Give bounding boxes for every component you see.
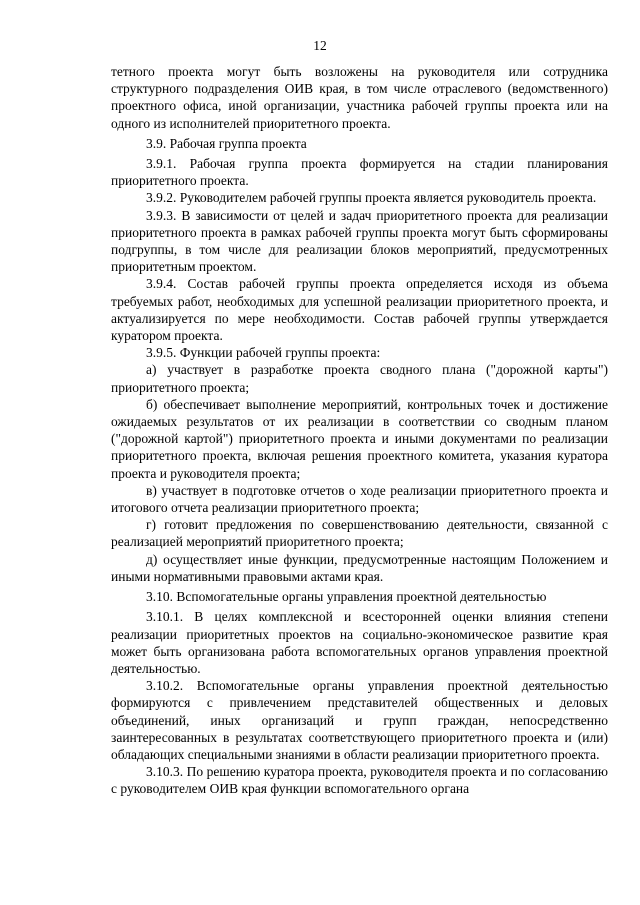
page-number: 12 [313, 38, 327, 53]
paragraph-3-9-2: 3.9.2. Руководителем рабочей группы проекта является руководитель проекта. [146, 190, 597, 206]
paragraph-3-10-2: 3.10.2. Вспомогательные органы управления проектной деятельностью формируются с привлечением представителей общественных и деловых объединений, иных организаций и групп граждан, непосредственно заинтересованных в результатах соответствующего приоритетного проекта и (или) обладающих специальными знаниями в области реализации приоритетного проекта. [111, 678, 608, 762]
paragraph-3-9-1: 3.9.1. Рабочая группа проекта формируется на стадии планирования приоритетного проекта. [111, 156, 608, 189]
paragraph-continuation: тетного проекта могут быть возложены на руководителя или сотрудника структурного подразделения ОИВ края, в том числе отраслевого (ведомственного) проектного офиса, иной организации, участника рабочей группы проекта или на одного из исполнителей приоритетного проекта. [111, 64, 608, 131]
paragraph-3-9-4: 3.9.4. Состав рабочей группы проекта определяется исходя из объема требуемых работ, необходимых для успешной реализации приоритетного проекта, и актуализируется по мере необходимости. Состав рабочей группы утверждается куратором проекта. [111, 276, 608, 344]
list-item-a: а) участвует в разработке проекта сводного плана ("дорожной карты") приоритетного проекта; [111, 362, 608, 395]
list-item-b: б) обеспечивает выполнение мероприятий, контрольных точек и достижение ожидаемых результатов от их реализации в соответствии со сводным планом ("дорожной картой") приоритетного проекта и иными документами по реализации приоритетного проекта, включая решения проектного комитета, указания куратора проекта и руководителя проекта; [111, 396, 608, 481]
paragraph-3-9-5: 3.9.5. Функции рабочей группы проекта: [146, 345, 381, 361]
list-item-g: г) готовит предложения по совершенствованию деятельности, связанной с реализацией мероприятий приоритетного проекта; [111, 517, 608, 550]
list-item-d: д) осуществляет иные функции, предусмотренные настоящим Положением и иными нормативными правовыми актами края. [111, 551, 608, 584]
paragraph-3-9-3: 3.9.3. В зависимости от целей и задач приоритетного проекта для реализации приоритетного проекта в рамках рабочей группы проекта могут быть сформированы подгруппы, в том числе для реализации блоков мероприятий, предусмотренных приоритетным проектом. [111, 207, 608, 275]
paragraph-3-10-3: 3.10.3. По решению куратора проекта, руководителя проекта и по согласованию с руководителем ОИВ края функции вспомогательного органа [111, 764, 608, 797]
document-body [111, 63, 608, 798]
paragraph-3-10-1: 3.10.1. В целях комплексной и всесторонней оценки влияния степени реализации приоритетных проектов на социально-экономическое развитие края может быть организована работа вспомогательных органов управления проектной деятельностью. [111, 609, 608, 676]
section-heading-3-10: 3.10. Вспомогательные органы управления проектной деятельностью [146, 589, 547, 605]
section-heading-3-9: 3.9. Рабочая группа проекта [146, 135, 307, 151]
list-item-v: в) участвует в подготовке отчетов о ходе реализации приоритетного проекта и итогового отчета реализации приоритетного проекта; [111, 482, 608, 516]
